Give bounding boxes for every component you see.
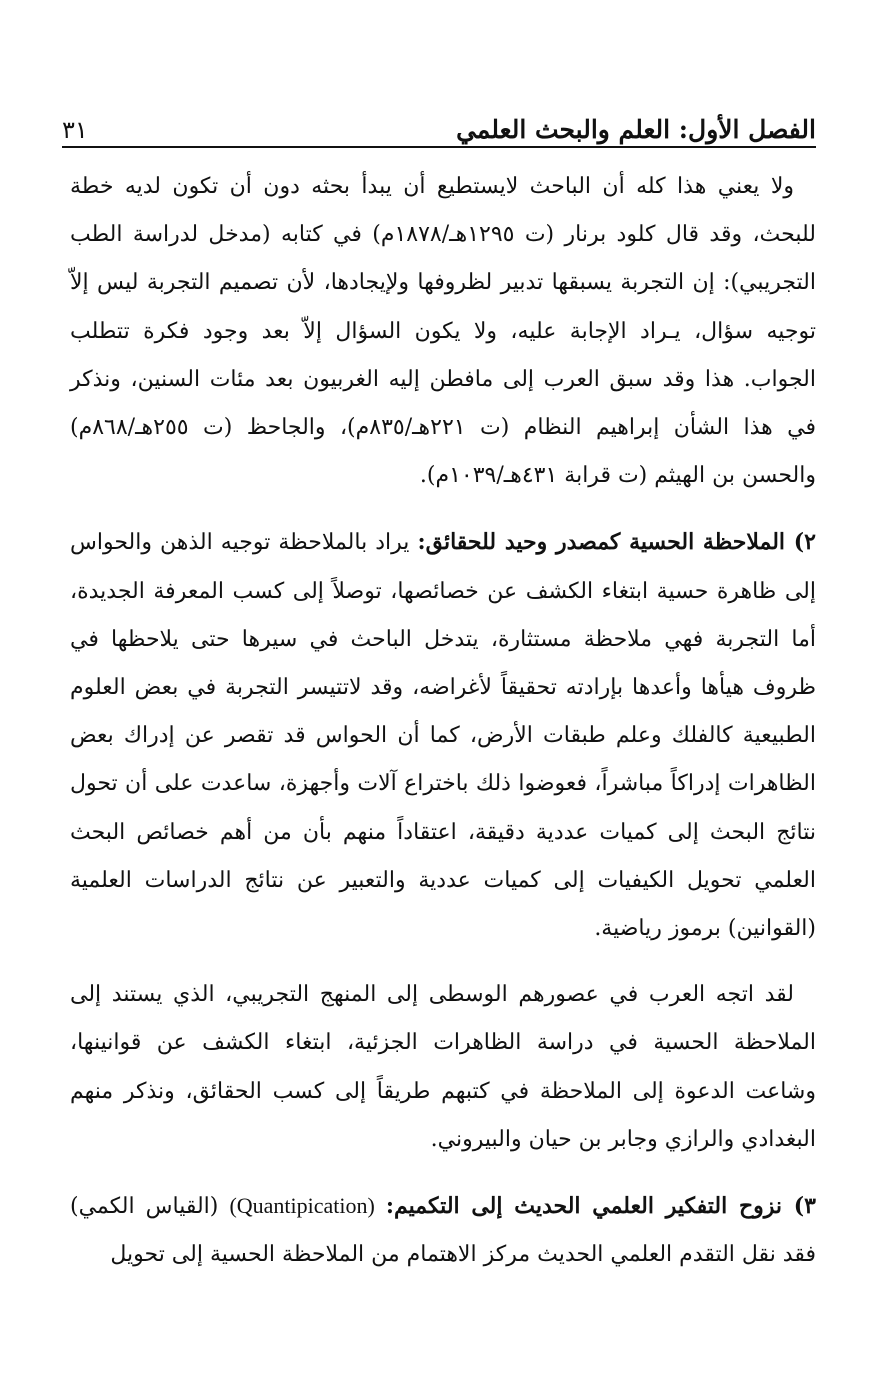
paragraph-claude-bernard	[70, 163, 816, 500]
section-heading: ٣) نزوح التفكير العلمي الحديث إلى التكميم:	[385, 1193, 816, 1220]
paragraph-text: يراد بالملاحظة توجيه الذهن والحواس إلى ظاهرة حسية ابتغاء الكشف عن خصائصها، توصلاً إلى كسب المعرفة الجديدة، أما التجربة فهي ملاحظة مستثارة، يتدخل الباحث في سيرها حتى يلاحظها في ظروف هيأها وأعدها بإرادته تحقيقاً لأغراضه، وقد لاتتيسر التجربة في بعض العلوم الطبيعية كالفلك وعلم طبقات الأرض، كما أن الحواس قد تقصر عن إدراك بعض الظاهرات إدراكاً مباشراً، فعوضوا ذلك باختراع آلات وأجهزة، ساعدت على أن تحول نتائج البحث إلى كميات عددية دقيقة، اعتقاداً منهم بأن من أهم خصائص البحث العلمي تحويل الكيفيات إلى كميات عددية والتعبير عن نتائج الدراسات العلمية (القوانين) برموز رياضية.	[70, 530, 816, 942]
paragraph-text: لقد اتجه العرب في عصورهم الوسطى إلى المنهج التجريبي، الذي يستند إلى الملاحظة الحسية في دراسة الظاهرات الجزئية، ابتغاء الكشف عن قوانينها، وشاعت الدعوة إلى الملاحظة في كتبهم طريقاً إلى كسب الحقائق، ونذكر منهم البغدادي والرازي وجابر بن حيان والبيروني.	[70, 982, 816, 1152]
page-number: ٣١	[62, 116, 88, 144]
paragraph-quantification	[70, 1182, 816, 1279]
paragraph-text: ولا يعني هذا كله أن الباحث لايستطيع أن يبدأ بحثه دون أن تكون لديه خطة للبحث، وقد قال كلود برنار (ت ١٢٩٥هـ/١٨٧٨م) في كتابه (مدخل لدراسة الطب التجريبي): إن التجربة يسبقها تدبير لظروفها ولإيجادها، لأن تصميم التجربة ليس إلاّ توجيه سؤال، يـراد الإجابة عليه، ولا يكون السؤال إلاّ بعد وجود فكرة تتطلب الجواب. هذا وقد سبق العرب إلى مافطن إليه الغربيون بعد مئات السنين، ونذكر في هذا الشأن إبراهيم النظام (ت ٢٢١هـ/٨٣٥م)، والجاحظ (ت ٢٥٥هـ/٨٦٨م) والحسن بن الهيثم (ت قرابة ٤٣١هـ/١٠٣٩م).	[70, 174, 816, 489]
latin-term: (Quantipication)	[229, 1193, 375, 1219]
page-header	[62, 108, 816, 148]
body-text	[70, 163, 816, 1297]
paragraph-sensory-observation	[70, 518, 816, 953]
paragraph-text: (القياس الكمي) فقد نقل التقدم العلمي الحديث مركز الاهتمام من الملاحظة الحسية إلى تحويل	[70, 1194, 816, 1268]
section-heading: ٢) الملاحظة الحسية كمصدر وحيد للحقائق:	[417, 529, 816, 556]
paragraph-arab-experimental-method	[70, 971, 816, 1164]
running-title: الفصل الأول: العلم والبحث العلمي	[456, 115, 816, 144]
